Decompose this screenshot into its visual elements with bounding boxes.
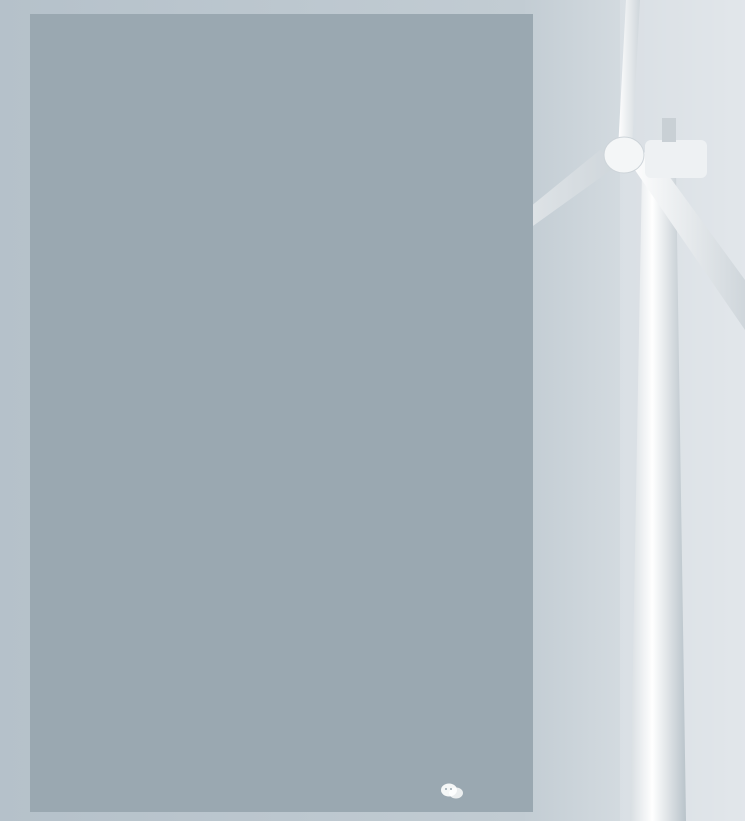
watermark (440, 780, 472, 802)
spec-panel (30, 14, 533, 812)
wechat-icon (440, 782, 464, 800)
